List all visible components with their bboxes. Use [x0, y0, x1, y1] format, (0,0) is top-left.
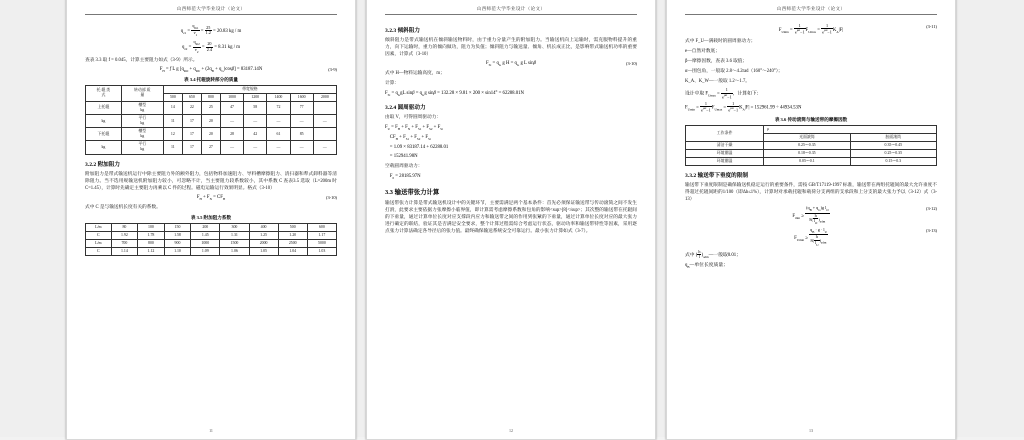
equation-fu-2: $CF_H + F_{S1} + F_{S2} + F_{St}$ [385, 135, 431, 141]
cell: kg [86, 115, 122, 128]
page-header: 山西师范大学毕业设计（论文） [85, 6, 337, 15]
cell: 27 [201, 141, 220, 154]
equation-3-10-p2: $F_{St} = q_G$ g $H = q_G$ g L sinβ (3-10) [486, 61, 637, 68]
symbol-sag-ratio: 式中 ( $\frac{h}{l}$ )$_{adm}—$一般取0.01； [685, 248, 741, 260]
cell: 0.15～0.3 [850, 158, 936, 166]
page-header: 山西师范大学毕业设计（论文） [685, 6, 937, 15]
cell [313, 128, 336, 141]
cell: 0.25～0.35 [764, 142, 850, 150]
document-page-3 [666, 0, 956, 440]
paragraph-tension-calc: 输送带张力计算是带式输送机设计中的关键环节，主要需满足两个基本条件：首先必须保证输送带与传动滚筒之间不发生打滑，此要求主要依据力张摩擦小临界值，即计算需考虑摩擦系数和包角的影响<sup>[8]</sup>；其次整的输送带在托辊间的下垂量，通过计算单位长度对应支撑段内应力和输送带之间的作用到张紧的下垂量，通过计算单位长度对应的最大张力进行确定的联结，验证其是否满足安全要求，整个计算过程需综合考虑运行状态，驱动功率和输送带特性等因素，采用逐点张力计算法确定各导径后的张力值。最终确保输送系统安全可靠运行。最小张力计算如式（3-7）。 [385, 200, 637, 234]
cell: 58 [244, 101, 267, 114]
cell: 600 [307, 223, 336, 231]
page-1-content [85, 21, 337, 415]
cell: 100 [138, 223, 165, 231]
cell: 22 [182, 101, 201, 114]
cell: 1.14 [111, 247, 138, 255]
cell: kg [86, 141, 122, 154]
cell: 200 [191, 223, 220, 231]
cell: 环境潮湿 [686, 158, 764, 166]
paragraph-additional-resistance: 附加阻力是带式输送机运行中除主要阻力外的额外阻力，包括物料加速阻力、导料槽摩擦阻力、清扫器和犁式卸料器等清除阻力。当不选用规输送机附加阻力较小，可忽略不计，当主要阻力较系数较小，其中系数 C 查表3.5 选取（L=200m 时 C=1.45），计算时先确定主要阻力再乘以 C 件的过程。磁电运输运行效果明显。格式（3-10） [85, 171, 337, 191]
cell: 17 [182, 115, 201, 128]
cell: 42 [244, 128, 267, 141]
cell: 1000 [220, 93, 243, 101]
cell: 11 [163, 115, 182, 128]
cell: 1.92 [111, 231, 138, 239]
cell: 1.03 [307, 247, 336, 255]
paragraph-f-value: 查表 3.3 取 f = 0.045，计算主要阻力如式（3-9）所示。 [85, 57, 198, 63]
heading-3-3-2: 3.3.2 输送带下垂度的限制 [685, 173, 748, 180]
cell: — [267, 115, 290, 128]
cell: 1.06 [220, 247, 249, 255]
cell: 1400 [267, 93, 290, 101]
paragraph-empty-load: 空载圆周驱动力： [385, 163, 423, 169]
page-number: 11 [209, 428, 213, 433]
cell: 平行 kg [121, 141, 163, 154]
symbol-alpha: α—围包角，一般取 2.8～4.2rad（160°～240°）； [685, 69, 783, 75]
cell: 1.45 [191, 231, 220, 239]
cell: C [86, 247, 112, 255]
cell: — [313, 141, 336, 154]
cell: 900 [164, 239, 191, 247]
symbol-e: e—自然对数底； [685, 49, 720, 55]
table-caption-3-5: 表 3.5 附加阻力系数 [190, 214, 232, 220]
equation-3-11: $F_{Umin}$ = $\frac{1}{e^{\mu\alpha}-1}$ $F_{Umax}$ = $\frac{1}{e^{\mu\alpha}-1}$ $K_A|F|$ (3-11) [778, 23, 937, 35]
paragraph-calc-label: 计算： [385, 81, 400, 87]
cell: L/m [86, 223, 112, 231]
page-2-content [385, 21, 637, 415]
cell: — [220, 115, 243, 128]
cell: 1.78 [138, 231, 165, 239]
cell: 1600 [290, 93, 313, 101]
cell: — [267, 141, 290, 154]
cell [313, 101, 336, 114]
cell: 14 [163, 101, 182, 114]
page-number: 12 [509, 428, 513, 433]
equation-number-3-9: (3-9) [328, 66, 337, 72]
cell: 500 [278, 223, 307, 231]
cell: 17 [182, 141, 201, 154]
symbol-ka: K_A、K_W—一般取 1.2～1.7。 [685, 79, 750, 85]
cell: 平行 kg [121, 115, 163, 128]
equation-number: (3-10) [626, 61, 637, 67]
cell: 光面滚筒 [764, 133, 850, 141]
equation-fumin-value: $F_{Umin}$ = $\frac{1}{e^{\mu\alpha}-1}$ $F_{Umax}$ = $\frac{1}{e^{\mu\alpha}-1}$ $K_A|F| = 152961.99 \div 44934.53N$ [685, 100, 802, 113]
cell: 托 辊 类 式 [86, 85, 122, 101]
cell: 300 [220, 223, 249, 231]
cell: 80 [111, 223, 138, 231]
document-page-2 [366, 0, 656, 440]
cell: 1000 [191, 239, 220, 247]
cell: 转动部 质 量 [121, 85, 163, 101]
symbol-qb: $q_B—$单位长度质量； [685, 262, 728, 269]
cell: 77 [290, 101, 313, 114]
page-header: 山西师范大学毕业设计（论文） [385, 6, 637, 15]
table-roller-mass [85, 85, 337, 155]
cell: L/m [86, 239, 112, 247]
cell: 800 [201, 93, 220, 101]
cell: 1500 [220, 239, 249, 247]
equation-number-3-12: (3-12) [926, 206, 937, 212]
equation-f0: $F_0 = 28185.97N$ [385, 173, 421, 180]
symbol-fu: 式中 F_U—满载时的圆周驱动力； [685, 39, 756, 45]
cell: — [290, 141, 313, 154]
table-resistance-coefficient [85, 223, 337, 256]
paragraph-design-choice: 设计中取 $F_{Umax}$ = $\frac{1}{e^{\mu\alpha}-1}$ ，计算如下： [685, 87, 762, 100]
cell: 25 [201, 101, 220, 114]
symbol-beta: β—摩擦因数，查表 3.6 取值； [685, 59, 748, 65]
cell: 72 [267, 101, 290, 114]
page-number: 13 [809, 428, 813, 433]
cell: 17 [182, 128, 201, 141]
cell: 槽型 kg [121, 128, 163, 141]
cell: 环境潮湿 [686, 150, 764, 158]
cell: 2500 [278, 239, 307, 247]
cell: 0.25～0.35 [850, 150, 936, 158]
cell: 2000 [313, 93, 336, 101]
equation-3-9: $F_H = f$ L g $[q_{RO} + q_{RU} + (2q_B + q_G)\cos\beta] = 83187.14N$ (3-9) [159, 66, 337, 73]
cell: 1.58 [164, 231, 191, 239]
cell: 28 [220, 128, 243, 141]
cell: 1.17 [307, 231, 336, 239]
paragraph-h-definition: 式中 H—物料运输高度，m； [385, 71, 445, 77]
paragraph-c-definition: 式中 C 是与输送机长度有关的系数。 [85, 204, 161, 210]
equation-3-13: $F_{Umin}$ ≥ $q_B \cdot g \cdot l_U$ 8( $\frac{h}{l_U}$ )$_{adm}$ (3-13) [794, 227, 937, 247]
cell: 清洁干燥 [686, 142, 764, 150]
cell: 20 [201, 115, 220, 128]
cell: 0.05～0.1 [764, 158, 850, 166]
cell: 槽型 kg [121, 101, 163, 114]
cell: 1.09 [191, 247, 220, 255]
paragraph-incline-resistance: 倾斜阻力是带式输送机在倾斜输送物料时，由于重力分量产生的附加阻力。当输送机向上运输时，需克服物料提升的重力，向下运输时，重力的倾向做功，阻力为负值；倾斜阻力与输送量、倾角、机长成正比，是影响带式输送机功率的重要因素，计算式（3-10） [385, 38, 637, 58]
paragraph-drive-force-intro: 由取 V，可得圆周驱动力： [385, 115, 442, 121]
equation-number-3-11: (3-11) [926, 24, 937, 29]
heading-3-3: 3.3 输送带张力计算 [385, 188, 440, 196]
cell: 5000 [307, 239, 336, 247]
cell: 650 [182, 93, 201, 101]
equation-qz2: $q_{z2}$ = $\frac{q_{m2}}{v_2}$ = $\frac{20}{2.4}$ = 8.31 kg / m [181, 39, 240, 54]
document-page-1 [66, 0, 356, 440]
table-caption-3-6: 表 3.6 传动滚筒与输送带的摩擦因数 [774, 116, 848, 122]
cell: 上托辊 [86, 101, 122, 114]
cell: 61 [267, 128, 290, 141]
cell: — [313, 115, 336, 128]
cell: 85 [290, 128, 313, 141]
equation-incline-value: $F_{St} = q_GgL$ $\sin\beta = q_Gg$ sinβ = 132.28 × 9.81 × 200 × sin14° = 62288.01N [385, 91, 525, 98]
cell: 20 [201, 128, 220, 141]
equation-fu-4: = 152941.98N [385, 154, 418, 160]
equation-qz1: $q_{z1}$ = $\frac{q_{m1}}{v_1}$ = $\frac{25}{1.2}$ = 20.83 kg / m [180, 23, 242, 38]
cell: — [244, 115, 267, 128]
cell: 2000 [249, 239, 278, 247]
cell: 1.04 [278, 247, 307, 255]
table-friction-coefficient [685, 125, 937, 166]
equation-3-12: $F_{min}$ ≥ $(q_B + q_G)g$ $l_O$ 8( $\frac{h}{l_O}$ )$_{adm}$ (3-12) [792, 205, 937, 225]
cell: — [290, 115, 313, 128]
equation-number-3-10: (3-10) [326, 194, 337, 200]
cell: 1.31 [220, 231, 249, 239]
equation-fu-1: $F_U = F_H + F_N + F_{S1} + F_{S2} + F_{St}$ [385, 125, 443, 132]
cell: 500 [163, 93, 182, 101]
cell: 1.12 [138, 247, 165, 255]
cell: 11 [163, 141, 182, 154]
cell: 工作条件 [686, 125, 764, 141]
cell: 1200 [244, 93, 267, 101]
cell: 带宽规格 [163, 85, 336, 93]
cell: 1.25 [249, 231, 278, 239]
equation-fu-3: = 1.09 × 83187.14 + 62288.01 [385, 144, 449, 150]
heading-3-2-3: 3.2.3 倾斜阻力 [385, 28, 420, 34]
paragraph-sag-limit: 输送带下垂度限制是确保输送机稳定运行的重要条件，需按 GB/T17119-1997 标准，输送带在两组托辊间的最大允许垂度不得超过托辊间距的1/100（即Δh≤1%），计算时对承载托辊和载荷分支两组的支承段和上分支的最大张力予以（3-12）式（3-13） [685, 183, 937, 203]
heading-3-2-2: 3.2.2 附加阻力 [85, 161, 120, 168]
cell: 0.18～0.35 [764, 150, 850, 158]
equation-number-3-13: (3-13) [926, 228, 937, 234]
cell: 胶面滚筒 [850, 133, 936, 141]
cell: 700 [111, 239, 138, 247]
cell: 1.05 [249, 247, 278, 255]
cell: — [244, 141, 267, 154]
page-3-content [685, 21, 937, 415]
cell: 47 [220, 101, 243, 114]
cell: 400 [249, 223, 278, 231]
cell: 150 [164, 223, 191, 231]
cell: 800 [138, 239, 165, 247]
cell: 1.10 [164, 247, 191, 255]
cell: μ [764, 125, 937, 133]
cell: 下托辊 [86, 128, 122, 141]
heading-3-2-4: 3.2.4 圆周驱动力 [385, 105, 426, 112]
cell: C [86, 231, 112, 239]
cell: 0.35～0.45 [850, 142, 936, 150]
cell: 12 [163, 128, 182, 141]
cell: — [220, 141, 243, 154]
equation-3-10-p1: $F_H + F_N = CF_H$ (3-10) [196, 194, 337, 201]
cell: 1.20 [278, 231, 307, 239]
table-caption-3-4: 表 3.4 托辊旋转部分的质量 [184, 76, 238, 82]
